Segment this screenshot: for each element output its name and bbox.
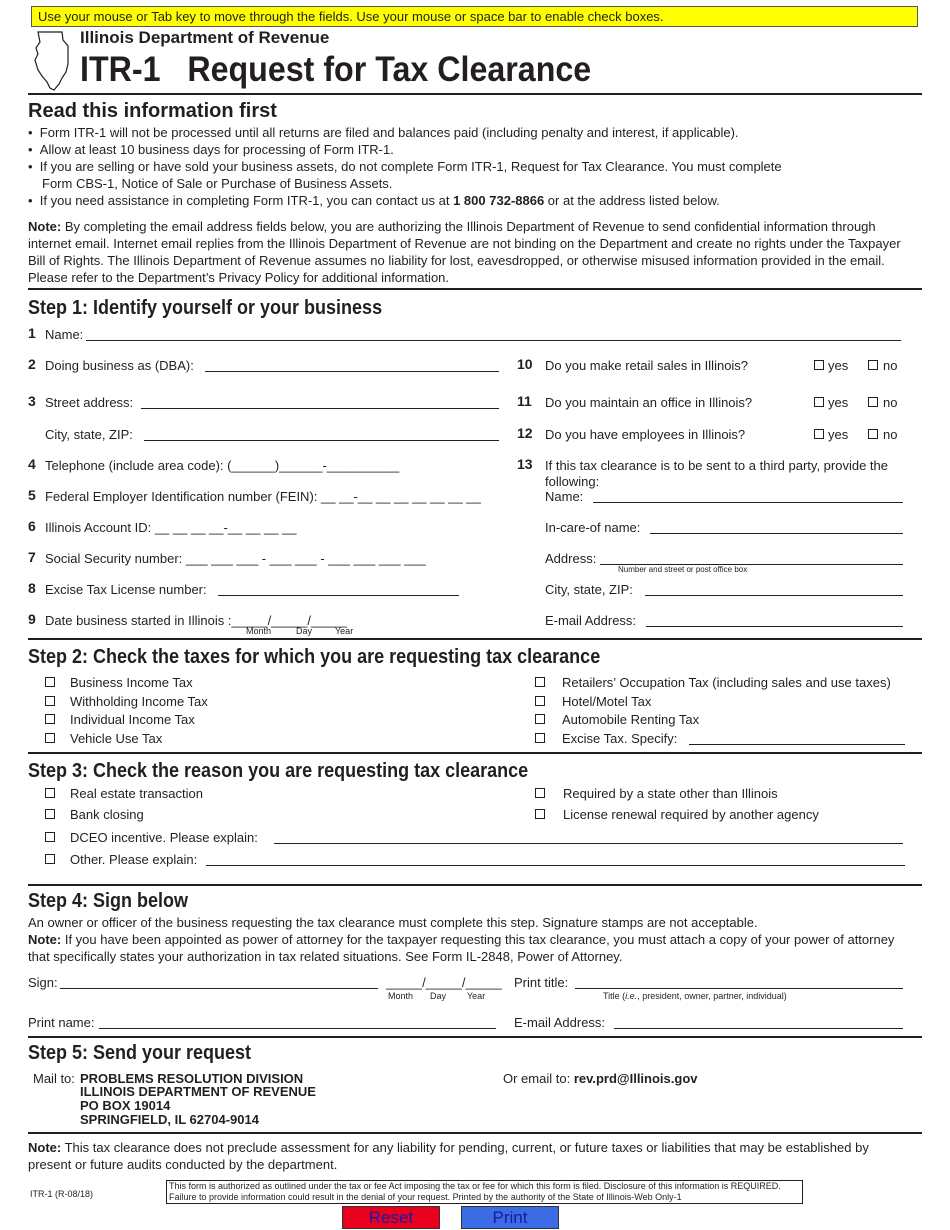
account-id-field[interactable]: Illinois Account ID: __ __ __ __-__ __ __ __ [45, 520, 297, 535]
office-no-checkbox[interactable] [868, 397, 878, 407]
address-line: PROBLEMS RESOLUTION DIVISION [80, 1071, 304, 1086]
field-number: 11 [517, 393, 532, 409]
year-hint: Year [467, 991, 486, 1001]
mail-to-label: Mail to: [33, 1071, 75, 1086]
section-rule [28, 884, 922, 886]
retail-sales-question: Do you make retail sales in Illinois? [545, 358, 749, 373]
tp-name-label: Name: [545, 489, 584, 504]
excise-tax-checkbox[interactable] [535, 733, 545, 743]
field-number: 12 [517, 425, 533, 441]
address-line: SPRINGFIELD, IL 62704-9014 [80, 1112, 259, 1127]
auto-renting-checkbox[interactable] [535, 714, 545, 724]
vehicle-use-label: Vehicle Use Tax [70, 731, 163, 746]
dceo-explain-field[interactable] [274, 830, 903, 844]
retailers-occupation-checkbox[interactable] [535, 677, 545, 687]
year-hint: Year [335, 626, 354, 636]
withholding-checkbox[interactable] [45, 696, 55, 706]
day-hint: Day [296, 626, 313, 636]
field-number: 2 [28, 356, 36, 372]
yes-label: yes [828, 358, 849, 373]
email-field[interactable] [614, 1015, 903, 1029]
section-rule [28, 1036, 922, 1038]
illinois-map-icon [32, 30, 72, 92]
step3-heading: Step 3: Check the reason you are requesting tax clearance [28, 760, 529, 782]
withholding-label: Withholding Income Tax [70, 694, 208, 709]
fein-field[interactable]: Federal Employer Identification number (FEIN): __ __-__ __ __ __ __ __ __ [45, 489, 481, 504]
employees-no-checkbox[interactable] [868, 429, 878, 439]
step4-note: Note: If you have been appointed as power of attorney for the taxpayer requesting this tax clearance, you must attach a copy of your power of attorney that specifically states your authorization in tax related situations. See Form IL-2848, Power of Attorney. [28, 932, 895, 964]
info-bullet: • Form ITR-1 will not be processed until all returns are filed and balances paid (including penalty and interest, if applicable). [28, 125, 739, 140]
info-bullet: • If you are selling or have sold your business assets, do not complete Form ITR-1, Request for Tax Clearance. You must complete [28, 159, 782, 174]
hotel-motel-label: Hotel/Motel Tax [562, 694, 652, 709]
section-rule [28, 1132, 922, 1134]
other-state-checkbox[interactable] [535, 788, 545, 798]
ssn-field[interactable]: Social Security number: ___ ___ ___ - ___ ___ - ___ ___ ___ ___ [45, 551, 426, 566]
footer-note: Note: This tax clearance does not preclude assessment for any liability for pending, current, or future taxes or liabilities that may be established by present or future audits conducted by the department. [28, 1140, 869, 1172]
address-line: ILLINOIS DEPARTMENT OF REVENUE [80, 1084, 316, 1099]
print-title-label: Print title: [514, 975, 569, 990]
step4-heading: Step 4: Sign below [28, 890, 189, 912]
bank-closing-label: Bank closing [70, 807, 144, 822]
email-label: E-mail Address: [514, 1015, 606, 1030]
other-state-label: Required by a state other than Illinois [563, 786, 778, 801]
tp-address-field[interactable] [600, 551, 903, 565]
tp-name-field[interactable] [593, 489, 903, 503]
step4-instructions: An owner or officer of the business requesting the tax clearance must complete this step. Signature stamps are not acceptable. [28, 915, 758, 930]
info-heading: Read this information first [28, 100, 277, 122]
dceo-label: DCEO incentive. Please explain: [70, 830, 258, 845]
step2-heading: Step 2: Check the taxes for which you are requesting tax clearance [28, 646, 601, 668]
print-title-field[interactable] [575, 975, 903, 989]
third-party-question: If this tax clearance is to be sent to a third party, provide the [545, 458, 888, 473]
field-number: 13 [517, 456, 533, 472]
excise-license-field[interactable] [218, 582, 459, 596]
office-yes-checkbox[interactable] [814, 397, 824, 407]
info-note: Note: By completing the email address fields below, you are authorizing the Illinois Department of Revenue to send confidential information through internet email. Internet email replies from the Illinois Department of Revenue are not binding on the Department and create no rights under the Taxpayer Bill of Rights. The Illinois Department of Revenue assumes no liability for lost, eavesdropped, or otherwise misused information provided in the email. Please refer to the Department’s Privacy Policy for additional information. [28, 219, 901, 285]
field-number: 6 [28, 518, 36, 534]
title-hint: Title (i.e., president, owner, partner, individual) [603, 991, 787, 1001]
other-label: Other. Please explain: [70, 852, 198, 867]
other-checkbox[interactable] [45, 854, 55, 864]
agency-name: Illinois Department of Revenue [80, 28, 330, 47]
tp-city-field[interactable] [645, 582, 903, 596]
reset-button[interactable]: Reset [342, 1206, 440, 1229]
section-rule [28, 638, 922, 640]
info-bullet-cont: Form CBS-1, Notice of Sale or Purchase of Business Assets. [42, 176, 393, 191]
real-estate-label: Real estate transaction [70, 786, 203, 801]
sign-date-field[interactable]: _____/_____/_____ [386, 975, 502, 990]
tp-address-hint: Number and street or post office box [618, 565, 748, 574]
field-number: 1 [28, 325, 36, 341]
field-number: 4 [28, 456, 36, 472]
month-hint: Month [388, 991, 414, 1001]
yes-label: yes [828, 427, 849, 442]
individual-income-checkbox[interactable] [45, 714, 55, 724]
city-label: City, state, ZIP: [45, 427, 133, 442]
header-rule [28, 93, 922, 95]
tp-care-label: In-care-of name: [545, 520, 641, 535]
name-label: Name: [45, 327, 84, 342]
dceo-checkbox[interactable] [45, 832, 55, 842]
dba-field[interactable] [205, 358, 499, 372]
info-bullet: • Allow at least 10 business days for processing of Form ITR-1. [28, 142, 394, 157]
business-income-checkbox[interactable] [45, 677, 55, 687]
instruction-banner: Use your mouse or Tab key to move through the fields. Use your mouse or space bar to enable check boxes. [31, 6, 918, 27]
step5-heading: Step 5: Send your request [28, 1042, 252, 1064]
day-hint: Day [430, 991, 447, 1001]
individual-income-label: Individual Income Tax [70, 712, 195, 727]
license-renewal-label: License renewal required by another agency [563, 807, 819, 822]
form-revision: ITR-1 (R-08/18) [30, 1189, 94, 1199]
city-field[interactable] [144, 427, 499, 441]
tp-email-field[interactable] [646, 613, 903, 627]
no-label: no [883, 358, 898, 373]
sign-label: Sign: [28, 975, 58, 990]
tp-care-field[interactable] [650, 520, 903, 534]
auto-renting-label: Automobile Renting Tax [562, 712, 700, 727]
retail-no-checkbox[interactable] [868, 360, 878, 370]
dba-label: Doing business as (DBA): [45, 358, 194, 373]
tp-city-label: City, state, ZIP: [545, 582, 633, 597]
info-bullet: • If you need assistance in completing Form ITR-1, you can contact us at 1 800 732-8866 or at the address listed below. [28, 193, 720, 208]
address-line: PO BOX 19014 [80, 1098, 171, 1113]
field-number: 10 [517, 356, 533, 372]
real-estate-checkbox[interactable] [45, 788, 55, 798]
third-party-question-cont: following: [545, 474, 600, 489]
form-title: ITR-1 Request for Tax Clearance [80, 50, 592, 89]
print-button[interactable]: Print [461, 1206, 559, 1229]
section-rule [28, 752, 922, 754]
bank-closing-checkbox[interactable] [45, 809, 55, 819]
tp-email-label: E-mail Address: [545, 613, 637, 628]
field-number: 3 [28, 393, 36, 409]
street-field[interactable] [141, 395, 499, 409]
license-renewal-checkbox[interactable] [535, 809, 545, 819]
field-number: 8 [28, 580, 36, 596]
hotel-motel-checkbox[interactable] [535, 696, 545, 706]
excise-specify-field[interactable] [689, 731, 905, 745]
employees-yes-checkbox[interactable] [814, 429, 824, 439]
excise-license-label: Excise Tax License number: [45, 582, 207, 597]
field-number: 5 [28, 487, 36, 503]
vehicle-use-checkbox[interactable] [45, 733, 55, 743]
email-to: Or email to: rev.prd@Illinois.gov [503, 1071, 698, 1086]
retailers-occupation-label: Retailers’ Occupation Tax (including sales and use taxes) [562, 675, 891, 690]
print-name-label: Print name: [28, 1015, 95, 1030]
telephone-field[interactable]: Telephone (include area code): (______)______-__________ [45, 458, 400, 473]
office-question: Do you maintain an office in Illinois? [545, 395, 753, 410]
legal-notice: This form is authorized as outlined under the tax or fee Act imposing the tax or fee for which this form is filed. Disclosure of this information is REQUIRED. Failure to provide information could result in the denial of your request. Printed by the authority of the State of Illinois-Web Only-1 [166, 1180, 803, 1204]
street-label: Street address: [45, 395, 134, 410]
print-name-field[interactable] [99, 1015, 496, 1029]
field-number: 9 [28, 611, 36, 627]
signature-field[interactable] [60, 975, 378, 989]
other-explain-field[interactable] [206, 852, 905, 866]
no-label: no [883, 427, 898, 442]
section-rule [28, 288, 922, 290]
business-income-label: Business Income Tax [70, 675, 193, 690]
yes-label: yes [828, 395, 849, 410]
tp-address-label: Address: [545, 551, 597, 566]
employees-question: Do you have employees in Illinois? [545, 427, 746, 442]
month-hint: Month [246, 626, 272, 636]
name-field[interactable] [86, 327, 901, 341]
no-label: no [883, 395, 898, 410]
retail-yes-checkbox[interactable] [814, 360, 824, 370]
step1-heading: Step 1: Identify yourself or your business [28, 297, 383, 319]
date-started-field[interactable]: Date business started in Illinois :_____/_____/_____ [45, 613, 348, 628]
field-number: 7 [28, 549, 36, 565]
excise-tax-label: Excise Tax. Specify: [562, 731, 678, 746]
